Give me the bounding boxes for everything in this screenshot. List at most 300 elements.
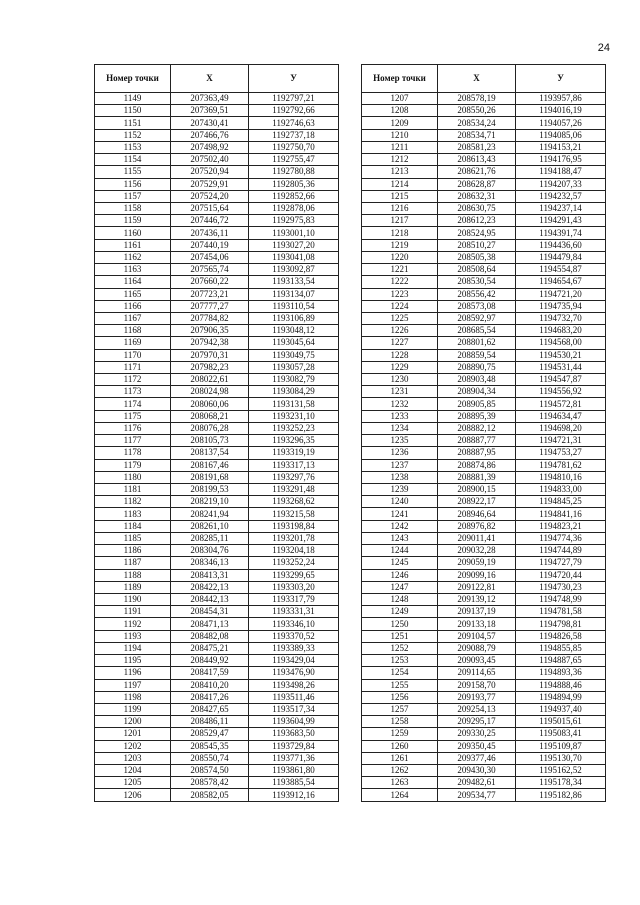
cell-x: 208417,59 — [171, 667, 249, 679]
cell-point-number: 1173 — [95, 386, 171, 398]
cell-y: 1193517,34 — [249, 703, 339, 715]
cell-y: 1194823,21 — [516, 520, 606, 532]
cell-x: 208137,54 — [171, 447, 249, 459]
table-row — [362, 251, 606, 263]
cell-y: 1192746,63 — [249, 117, 339, 129]
cell-point-number: 1158 — [95, 202, 171, 214]
cell-x: 207524,20 — [171, 190, 249, 202]
cell-point-number: 1249 — [362, 606, 438, 618]
table-row — [362, 471, 606, 483]
table-row — [362, 435, 606, 447]
table-row — [362, 361, 606, 373]
cell-point-number: 1150 — [95, 105, 171, 117]
cell-point-number: 1262 — [362, 765, 438, 777]
cell-point-number: 1172 — [95, 374, 171, 386]
cell-y: 1194721,31 — [516, 435, 606, 447]
table-row — [95, 349, 339, 361]
cell-x: 208887,95 — [438, 447, 516, 459]
cell-y: 1194568,00 — [516, 337, 606, 349]
table-row — [362, 716, 606, 728]
cell-x: 208904,34 — [438, 386, 516, 398]
table-row — [362, 630, 606, 642]
cell-x: 208471,13 — [171, 618, 249, 630]
cell-point-number: 1206 — [95, 789, 171, 801]
cell-y: 1193771,36 — [249, 752, 339, 764]
coordinates-table-right — [361, 64, 606, 802]
table-row — [95, 312, 339, 324]
cell-point-number: 1248 — [362, 593, 438, 605]
header-y: У — [516, 65, 606, 93]
table-row — [95, 545, 339, 557]
table-row — [95, 618, 339, 630]
table-row — [362, 129, 606, 141]
cell-x: 209133,18 — [438, 618, 516, 630]
cell-x: 208612,23 — [438, 215, 516, 227]
table-row — [95, 630, 339, 642]
cell-y: 1195178,34 — [516, 777, 606, 789]
cell-x: 208442,13 — [171, 593, 249, 605]
cell-point-number: 1218 — [362, 227, 438, 239]
cell-y: 1194730,23 — [516, 581, 606, 593]
cell-x: 208903,48 — [438, 374, 516, 386]
table-row — [95, 679, 339, 691]
cell-y: 1193134,07 — [249, 288, 339, 300]
table-row — [95, 398, 339, 410]
cell-x: 209534,77 — [438, 789, 516, 801]
cell-y: 1194826,58 — [516, 630, 606, 642]
cell-y: 1194732,70 — [516, 312, 606, 324]
cell-y: 1194391,74 — [516, 227, 606, 239]
cell-point-number: 1178 — [95, 447, 171, 459]
cell-x: 208630,75 — [438, 202, 516, 214]
cell-x: 208261,10 — [171, 520, 249, 532]
cell-point-number: 1229 — [362, 361, 438, 373]
cell-x: 207784,82 — [171, 312, 249, 324]
table-row — [95, 264, 339, 276]
cell-y: 1194057,26 — [516, 117, 606, 129]
cell-point-number: 1236 — [362, 447, 438, 459]
cell-point-number: 1226 — [362, 325, 438, 337]
table-row — [95, 154, 339, 166]
cell-y: 1194176,95 — [516, 154, 606, 166]
table-row — [362, 117, 606, 129]
table-row — [362, 386, 606, 398]
cell-x: 208454,31 — [171, 606, 249, 618]
cell-y: 1193231,10 — [249, 410, 339, 422]
cell-point-number: 1179 — [95, 459, 171, 471]
cell-y: 1193319,19 — [249, 447, 339, 459]
cell-y: 1194798,81 — [516, 618, 606, 630]
cell-y: 1193268,62 — [249, 496, 339, 508]
cell-y: 1193317,13 — [249, 459, 339, 471]
cell-point-number: 1157 — [95, 190, 171, 202]
cell-x: 208022,61 — [171, 374, 249, 386]
table-row — [95, 337, 339, 349]
cell-y: 1194781,58 — [516, 606, 606, 618]
cell-y: 1194207,33 — [516, 178, 606, 190]
cell-y: 1195109,87 — [516, 740, 606, 752]
table-row — [362, 618, 606, 630]
table-row — [95, 288, 339, 300]
cell-x: 209482,61 — [438, 777, 516, 789]
cell-point-number: 1196 — [95, 667, 171, 679]
cell-x: 209295,17 — [438, 716, 516, 728]
cell-y: 1192878,06 — [249, 202, 339, 214]
cell-point-number: 1152 — [95, 129, 171, 141]
table-body-left — [95, 93, 339, 802]
cell-y: 1193045,64 — [249, 337, 339, 349]
cell-y: 1193049,75 — [249, 349, 339, 361]
cell-x: 209137,19 — [438, 606, 516, 618]
cell-x: 208976,82 — [438, 520, 516, 532]
table-row — [95, 374, 339, 386]
cell-x: 208413,31 — [171, 569, 249, 581]
cell-point-number: 1211 — [362, 141, 438, 153]
cell-point-number: 1208 — [362, 105, 438, 117]
table-row — [95, 520, 339, 532]
cell-x: 208900,15 — [438, 484, 516, 496]
cell-point-number: 1181 — [95, 484, 171, 496]
table-row — [95, 789, 339, 801]
cell-x: 207906,35 — [171, 325, 249, 337]
table-row — [95, 300, 339, 312]
cell-x: 208578,42 — [171, 777, 249, 789]
coordinates-table-left — [94, 64, 339, 802]
cell-x: 208573,08 — [438, 300, 516, 312]
cell-point-number: 1223 — [362, 288, 438, 300]
cell-point-number: 1170 — [95, 349, 171, 361]
cell-y: 1195083,41 — [516, 728, 606, 740]
table-row — [95, 129, 339, 141]
cell-y: 1193215,58 — [249, 508, 339, 520]
cell-x: 209011,41 — [438, 532, 516, 544]
cell-x: 208578,19 — [438, 93, 516, 105]
cell-point-number: 1247 — [362, 581, 438, 593]
table-row — [95, 716, 339, 728]
cell-y: 1194531,44 — [516, 361, 606, 373]
table-row — [362, 141, 606, 153]
cell-point-number: 1209 — [362, 117, 438, 129]
table-row — [362, 765, 606, 777]
cell-x: 207466,76 — [171, 129, 249, 141]
cell-y: 1194887,65 — [516, 655, 606, 667]
cell-y: 1195015,61 — [516, 716, 606, 728]
cell-point-number: 1220 — [362, 251, 438, 263]
cell-x: 209093,45 — [438, 655, 516, 667]
cell-x: 208482,08 — [171, 630, 249, 642]
cell-x: 207515,64 — [171, 202, 249, 214]
table-row — [362, 581, 606, 593]
cell-x: 209139,12 — [438, 593, 516, 605]
cell-point-number: 1163 — [95, 264, 171, 276]
cell-y: 1193204,18 — [249, 545, 339, 557]
cell-point-number: 1263 — [362, 777, 438, 789]
cell-y: 1193048,12 — [249, 325, 339, 337]
cell-point-number: 1203 — [95, 752, 171, 764]
cell-point-number: 1182 — [95, 496, 171, 508]
cell-y: 1193201,78 — [249, 532, 339, 544]
table-row — [95, 740, 339, 752]
cell-x: 208887,77 — [438, 435, 516, 447]
cell-x: 208801,62 — [438, 337, 516, 349]
cell-x: 208105,73 — [171, 435, 249, 447]
cell-point-number: 1188 — [95, 569, 171, 581]
cell-x: 208304,76 — [171, 545, 249, 557]
cell-x: 207369,51 — [171, 105, 249, 117]
cell-y: 1193027,20 — [249, 239, 339, 251]
cell-point-number: 1201 — [95, 728, 171, 740]
cell-point-number: 1241 — [362, 508, 438, 520]
cell-x: 208922,17 — [438, 496, 516, 508]
cell-y: 1193476,90 — [249, 667, 339, 679]
cell-y: 1193429,04 — [249, 655, 339, 667]
cell-point-number: 1256 — [362, 691, 438, 703]
cell-point-number: 1252 — [362, 642, 438, 654]
cell-point-number: 1169 — [95, 337, 171, 349]
cell-y: 1193729,84 — [249, 740, 339, 752]
table-row — [362, 532, 606, 544]
table-row — [95, 557, 339, 569]
cell-point-number: 1217 — [362, 215, 438, 227]
cell-point-number: 1244 — [362, 545, 438, 557]
cell-point-number: 1205 — [95, 777, 171, 789]
cell-y: 1193683,50 — [249, 728, 339, 740]
cell-y: 1193106,89 — [249, 312, 339, 324]
table-row — [95, 447, 339, 459]
cell-y: 1193296,35 — [249, 435, 339, 447]
table-row — [362, 496, 606, 508]
cell-point-number: 1156 — [95, 178, 171, 190]
cell-y: 1194894,99 — [516, 691, 606, 703]
cell-x: 208582,05 — [171, 789, 249, 801]
cell-x: 208874,86 — [438, 459, 516, 471]
cell-y: 1193291,48 — [249, 484, 339, 496]
cell-point-number: 1260 — [362, 740, 438, 752]
table-row — [95, 508, 339, 520]
table-row — [95, 642, 339, 654]
table-row — [95, 703, 339, 715]
table-row — [362, 520, 606, 532]
cell-x: 208346,13 — [171, 557, 249, 569]
cell-y: 1193001,10 — [249, 227, 339, 239]
cell-point-number: 1235 — [362, 435, 438, 447]
table-row — [95, 765, 339, 777]
cell-y: 1194572,81 — [516, 398, 606, 410]
cell-y: 1194554,87 — [516, 264, 606, 276]
cell-y: 1193198,84 — [249, 520, 339, 532]
cell-x: 207970,31 — [171, 349, 249, 361]
cell-point-number: 1214 — [362, 178, 438, 190]
table-row — [362, 569, 606, 581]
cell-y: 1195162,52 — [516, 765, 606, 777]
cell-point-number: 1225 — [362, 312, 438, 324]
cell-y: 1192792,66 — [249, 105, 339, 117]
cell-y: 1193131,58 — [249, 398, 339, 410]
cell-point-number: 1199 — [95, 703, 171, 715]
table-body-right — [362, 93, 606, 802]
cell-y: 1194888,46 — [516, 679, 606, 691]
cell-x: 208510,27 — [438, 239, 516, 251]
cell-x: 209122,81 — [438, 581, 516, 593]
cell-y: 1193299,65 — [249, 569, 339, 581]
cell-x: 209193,77 — [438, 691, 516, 703]
cell-x: 207529,91 — [171, 178, 249, 190]
cell-point-number: 1174 — [95, 398, 171, 410]
cell-point-number: 1255 — [362, 679, 438, 691]
cell-point-number: 1194 — [95, 642, 171, 654]
cell-x: 208890,75 — [438, 361, 516, 373]
table-row — [362, 728, 606, 740]
table-row — [362, 178, 606, 190]
table-row — [95, 459, 339, 471]
table-row — [362, 276, 606, 288]
cell-x: 208550,26 — [438, 105, 516, 117]
table-header-row — [362, 65, 606, 93]
cell-point-number: 1155 — [95, 166, 171, 178]
cell-x: 207363,49 — [171, 93, 249, 105]
table-row — [362, 154, 606, 166]
cell-y: 1192755,47 — [249, 154, 339, 166]
cell-y: 1194634,47 — [516, 410, 606, 422]
cell-point-number: 1176 — [95, 422, 171, 434]
cell-point-number: 1187 — [95, 557, 171, 569]
cell-point-number: 1185 — [95, 532, 171, 544]
table-row — [95, 422, 339, 434]
cell-x: 208882,12 — [438, 422, 516, 434]
cell-point-number: 1207 — [362, 93, 438, 105]
cell-y: 1194654,67 — [516, 276, 606, 288]
table-row — [362, 190, 606, 202]
cell-y: 1194016,19 — [516, 105, 606, 117]
cell-y: 1193957,86 — [516, 93, 606, 105]
cell-x: 208486,11 — [171, 716, 249, 728]
cell-x: 208422,13 — [171, 581, 249, 593]
cell-point-number: 1210 — [362, 129, 438, 141]
cell-y: 1193511,46 — [249, 691, 339, 703]
cell-point-number: 1238 — [362, 471, 438, 483]
cell-x: 207502,40 — [171, 154, 249, 166]
cell-y: 1193331,31 — [249, 606, 339, 618]
cell-point-number: 1254 — [362, 667, 438, 679]
cell-y: 1194845,25 — [516, 496, 606, 508]
cell-y: 1194727,79 — [516, 557, 606, 569]
cell-x: 208505,38 — [438, 251, 516, 263]
cell-x: 207520,94 — [171, 166, 249, 178]
table-row — [362, 789, 606, 801]
cell-y: 1193297,76 — [249, 471, 339, 483]
cell-y: 1194781,62 — [516, 459, 606, 471]
table-row — [95, 593, 339, 605]
cell-point-number: 1221 — [362, 264, 438, 276]
cell-point-number: 1215 — [362, 190, 438, 202]
table-row — [362, 642, 606, 654]
cell-point-number: 1167 — [95, 312, 171, 324]
cell-x: 208895,39 — [438, 410, 516, 422]
cell-y: 1194937,40 — [516, 703, 606, 715]
cell-x: 208076,28 — [171, 422, 249, 434]
table-row — [362, 337, 606, 349]
cell-y: 1194810,16 — [516, 471, 606, 483]
cell-y: 1194153,21 — [516, 141, 606, 153]
cell-point-number: 1261 — [362, 752, 438, 764]
cell-point-number: 1193 — [95, 630, 171, 642]
cell-point-number: 1259 — [362, 728, 438, 740]
table-row — [95, 496, 339, 508]
cell-point-number: 1200 — [95, 716, 171, 728]
table-row — [362, 752, 606, 764]
cell-x: 207454,06 — [171, 251, 249, 263]
cell-point-number: 1213 — [362, 166, 438, 178]
header-x: X — [171, 65, 249, 93]
cell-x: 208534,24 — [438, 117, 516, 129]
cell-x: 208285,11 — [171, 532, 249, 544]
cell-point-number: 1212 — [362, 154, 438, 166]
table-row — [95, 202, 339, 214]
table-row — [362, 545, 606, 557]
table-row — [362, 264, 606, 276]
cell-x: 207565,74 — [171, 264, 249, 276]
table-row — [362, 349, 606, 361]
table-row — [362, 374, 606, 386]
table-row — [362, 410, 606, 422]
cell-x: 207446,72 — [171, 215, 249, 227]
cell-point-number: 1228 — [362, 349, 438, 361]
cell-y: 1192805,36 — [249, 178, 339, 190]
table-row — [362, 93, 606, 105]
table-row — [362, 593, 606, 605]
table-row — [362, 679, 606, 691]
cell-x: 209350,45 — [438, 740, 516, 752]
cell-y: 1194721,20 — [516, 288, 606, 300]
cell-x: 208859,54 — [438, 349, 516, 361]
cell-y: 1192737,18 — [249, 129, 339, 141]
table-header-row — [95, 65, 339, 93]
table-row — [95, 691, 339, 703]
cell-point-number: 1189 — [95, 581, 171, 593]
cell-point-number: 1231 — [362, 386, 438, 398]
cell-y: 1194748,99 — [516, 593, 606, 605]
table-row — [95, 361, 339, 373]
table-row — [362, 227, 606, 239]
cell-y: 1193092,87 — [249, 264, 339, 276]
cell-y: 1194698,20 — [516, 422, 606, 434]
header-point-number: Номер точки — [95, 65, 171, 93]
cell-x: 208475,21 — [171, 642, 249, 654]
cell-x: 207723,21 — [171, 288, 249, 300]
cell-point-number: 1168 — [95, 325, 171, 337]
table-row — [362, 105, 606, 117]
cell-x: 209032,28 — [438, 545, 516, 557]
cell-point-number: 1192 — [95, 618, 171, 630]
cell-point-number: 1257 — [362, 703, 438, 715]
table-row — [95, 471, 339, 483]
cell-x: 208530,54 — [438, 276, 516, 288]
table-row — [95, 251, 339, 263]
cell-point-number: 1243 — [362, 532, 438, 544]
cell-x: 209099,16 — [438, 569, 516, 581]
table-row — [95, 105, 339, 117]
cell-point-number: 1154 — [95, 154, 171, 166]
cell-x: 208632,31 — [438, 190, 516, 202]
cell-x: 208881,39 — [438, 471, 516, 483]
header-x: X — [438, 65, 516, 93]
cell-point-number: 1227 — [362, 337, 438, 349]
cell-point-number: 1198 — [95, 691, 171, 703]
cell-x: 208508,64 — [438, 264, 516, 276]
cell-x: 208427,65 — [171, 703, 249, 715]
table-row — [362, 447, 606, 459]
cell-point-number: 1230 — [362, 374, 438, 386]
